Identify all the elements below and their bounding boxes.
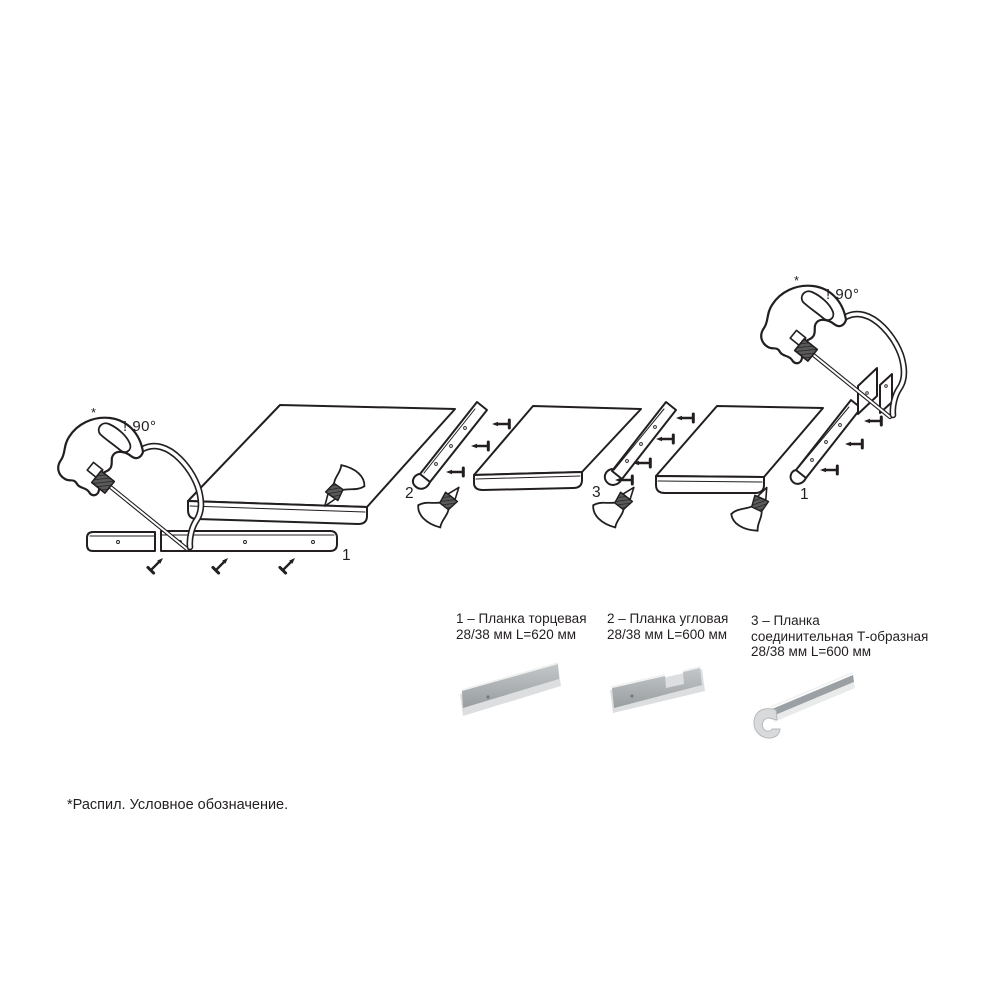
screw-icon <box>656 435 673 443</box>
screw-icon <box>446 468 463 476</box>
cut-asterisk-left: * <box>91 405 97 420</box>
strip-1-profile-bottom <box>87 531 337 551</box>
legend-item-3 <box>751 613 928 660</box>
hacksaw-icon <box>58 418 201 549</box>
legend-item-3-size: 28/38 мм L=600 мм <box>751 644 872 659</box>
countertop-panel-left <box>188 405 455 524</box>
legend-item-1-title: 1 – Планка торцевая <box>456 611 587 626</box>
cut-asterisk-right: * <box>794 273 800 288</box>
callout-strip-1-side: 1 <box>800 486 809 503</box>
product-photo-strip-3 <box>754 673 855 738</box>
legend-item-1-size: 28/38 мм L=620 мм <box>456 626 577 642</box>
product-photo-strip-2 <box>610 667 705 713</box>
angle-note-left: ! 90° <box>123 418 157 435</box>
callout-strip-1-bottom: 1 <box>342 547 351 564</box>
screw-icon <box>820 466 837 474</box>
angle-note-right: ! 90° <box>826 286 860 303</box>
callout-strip-3: 3 <box>592 484 601 501</box>
screw-icon <box>471 442 488 450</box>
legend-item-2-title: 2 – Планка угловая <box>607 611 729 626</box>
legend-item-1 <box>456 611 587 642</box>
legend-item-2 <box>607 611 728 642</box>
footnote: *Распил. Условное обозначение. <box>67 797 289 813</box>
legend-item-2-size: 28/38 мм L=600 мм <box>607 626 728 642</box>
callout-strip-2: 2 <box>405 485 414 502</box>
glue-applicator-icon <box>414 474 467 530</box>
screw-icon <box>280 555 298 573</box>
screw-icon <box>148 555 166 573</box>
screw-icon <box>864 417 881 425</box>
screw-icon <box>213 555 231 573</box>
countertop-panel-middle <box>474 406 641 490</box>
screw-icon <box>845 440 862 448</box>
product-photo-strip-1 <box>460 663 561 716</box>
screw-icon <box>676 414 693 422</box>
legend-item-3-title2: соединительная Т-образная <box>751 628 929 644</box>
legend-item-3-title: 3 – Планка <box>751 613 820 628</box>
screw-icon <box>492 420 509 428</box>
